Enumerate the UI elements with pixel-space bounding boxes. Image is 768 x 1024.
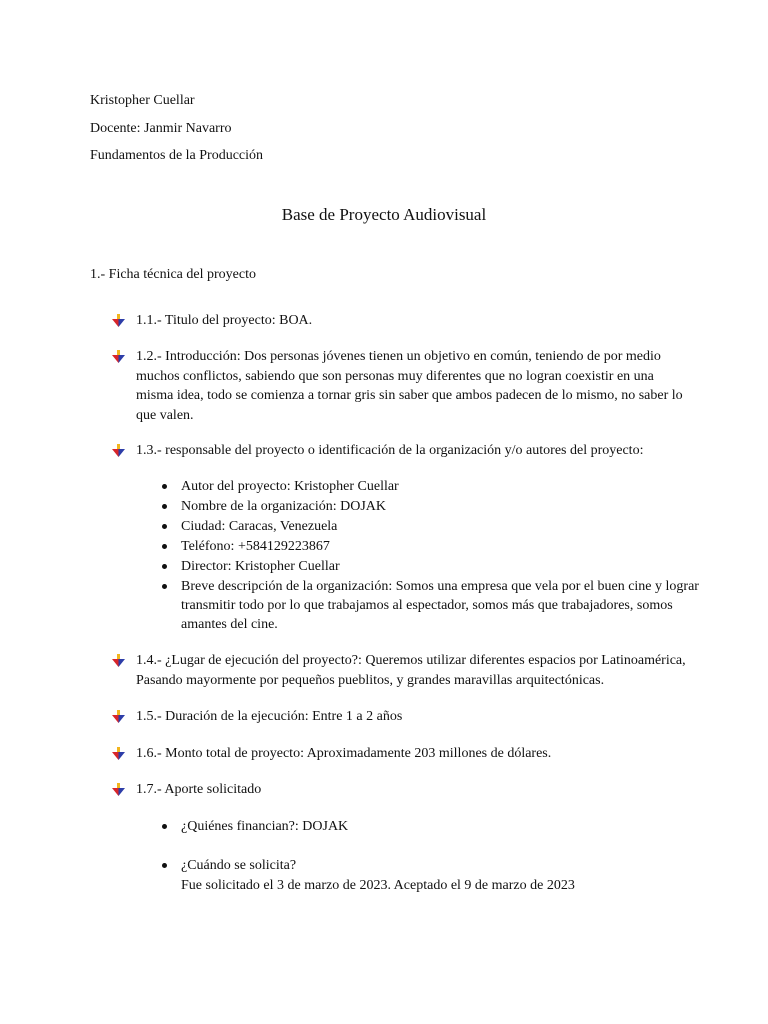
bullet-dot-icon <box>162 484 167 489</box>
bullet-dot-icon <box>162 544 167 549</box>
item-introduction <box>112 347 692 425</box>
bullet-dot-icon <box>162 524 167 529</box>
item-text: 1.2.- Introducción: Dos personas jóvenes tienen un objetivo en común, teniendo de por medio muchos conflictos, sabiendo que son personas muy diferentes que no logran coexistir en una misma idea, todo se comienza a tornar gris sin saber que ambos padecen de lo mismo, no saber lo que valen. <box>136 349 683 423</box>
item-text: 1.5.- Duración de la ejecución: Entre 1 a 2 años <box>136 709 403 724</box>
colored-arrow-bullet-icon <box>112 710 126 724</box>
bullet-dot-icon <box>162 584 167 589</box>
item-project-title <box>112 311 692 331</box>
colored-arrow-bullet-icon <box>112 747 126 761</box>
item-duration <box>112 707 692 727</box>
item-text: 1.6.- Monto total de proyecto: Aproximadamente 203 millones de dólares. <box>136 746 552 761</box>
colored-arrow-bullet-icon <box>112 314 126 328</box>
teacher-name: Docente: Janmir Navarro <box>90 121 232 136</box>
item-location <box>112 651 692 690</box>
contribution-dates-list <box>160 856 700 896</box>
student-name: Kristopher Cuellar <box>90 93 195 108</box>
item-contribution <box>112 780 692 800</box>
item-amount <box>112 744 692 764</box>
contribution-funders-list <box>160 817 700 837</box>
item-text: 1.3.- responsable del proyecto o identificación de la organización y/o autores del proyecto: <box>136 443 644 458</box>
bullet-dot-icon <box>162 824 167 829</box>
list-item: Teléfono: +584129223867 <box>160 537 700 557</box>
responsible-details-list <box>160 477 700 634</box>
list-item: ¿Cuándo se solicita? Fue solicitado el 3 de marzo de 2023. Aceptado el 9 de marzo de 2023 <box>160 856 700 896</box>
list-item: Autor del proyecto: Kristopher Cuellar <box>160 477 700 497</box>
list-item: ¿Quiénes financian?: DOJAK <box>160 817 700 837</box>
item-responsible <box>112 441 692 461</box>
item-text: 1.7.- Aporte solicitado <box>136 782 262 797</box>
list-item: Breve descripción de la organización: Somos una empresa que vela por el buen cine y lograr transmitir todo por lo que trabajamos al espectador, somos más que trabajadores, somos amantes del cine. <box>160 577 700 634</box>
item-text: 1.1.- Titulo del proyecto: BOA. <box>136 313 313 328</box>
list-item: Ciudad: Caracas, Venezuela <box>160 517 700 537</box>
document-title: Base de Proyecto Audiovisual <box>281 205 487 224</box>
colored-arrow-bullet-icon <box>112 783 126 797</box>
colored-arrow-bullet-icon <box>112 654 126 668</box>
item-text: 1.4.- ¿Lugar de ejecución del proyecto?: Queremos utilizar diferentes espacios por Latinoamérica, Pasando mayormente por pequeños pueblitos, y grandes maravillas arquitectónicas. <box>136 653 686 688</box>
section-heading: 1.- Ficha técnica del proyecto <box>90 267 256 282</box>
bullet-dot-icon <box>162 564 167 569</box>
colored-arrow-bullet-icon <box>112 444 126 458</box>
bullet-dot-icon <box>162 863 167 868</box>
course-name: Fundamentos de la Producción <box>90 148 264 163</box>
list-item: Director: Kristopher Cuellar <box>160 557 700 577</box>
list-item: Nombre de la organización: DOJAK <box>160 497 700 517</box>
bullet-dot-icon <box>162 504 167 509</box>
dates-text: Fue solicitado el 3 de marzo de 2023. Aceptado el 9 de marzo de 2023 <box>181 878 575 893</box>
colored-arrow-bullet-icon <box>112 350 126 364</box>
